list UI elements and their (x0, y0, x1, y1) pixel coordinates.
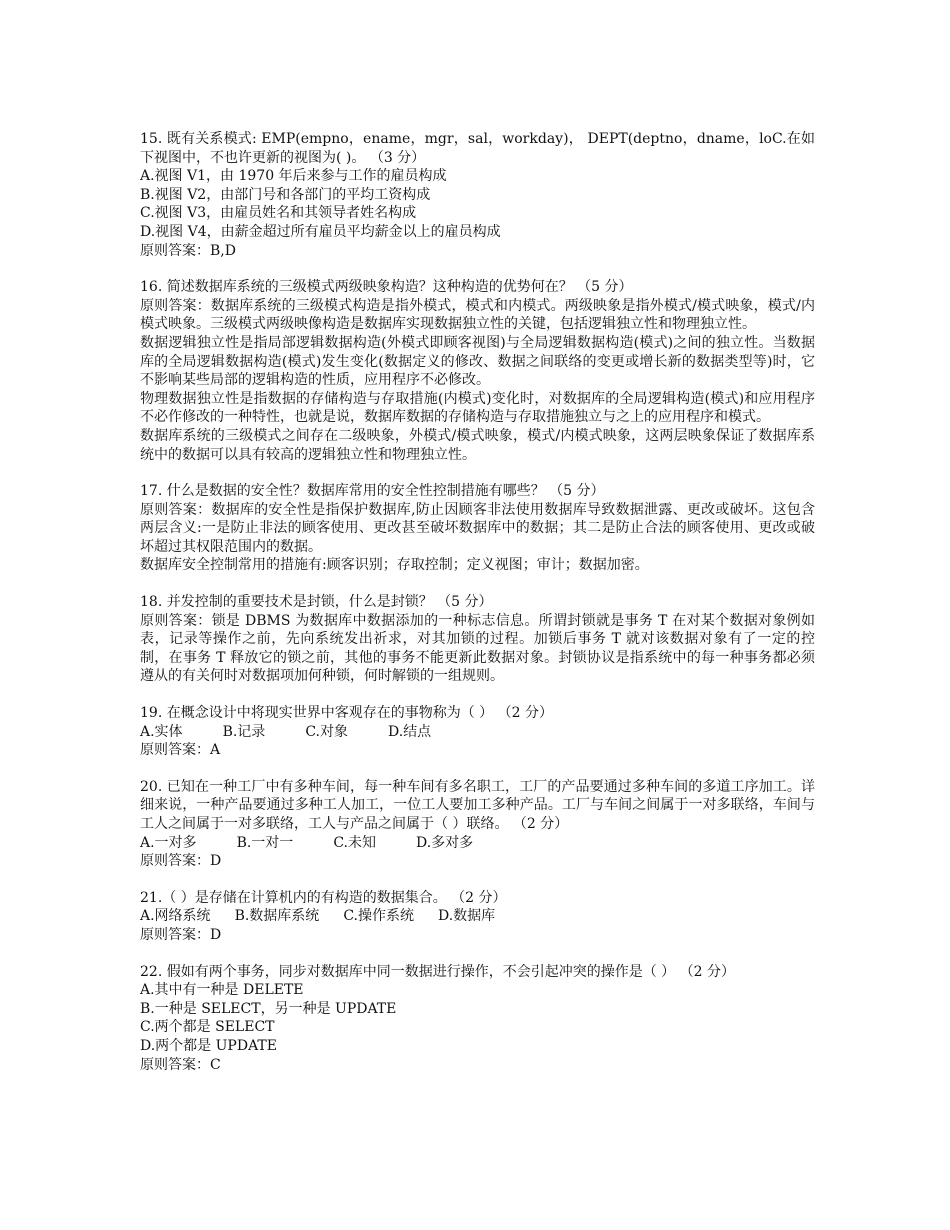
option-b: B.记录 (222, 723, 266, 740)
question-17 (140, 482, 815, 575)
standard-answer: 原则答案：A (140, 742, 221, 759)
question-stem: 20. 已知在一种工厂中有多种车间，每一种车间有多名职工，工厂的产品要通过多种车间的多道工序加工。详细来说，一种产品要通过多种工人加工，一位工人要加工多种产品。工厂与车间之间属于一对多联络，车间与工人之间属于一对多联络，工人与产品之间属于（ ）联络。 （2 分） (140, 778, 815, 832)
option-a: A.实体 (140, 723, 183, 740)
answer-paragraph: 数据库安全控制常用的措施有:顾客识别；存取控制；定义视图；审计；数据加密。 (140, 557, 649, 574)
option-a: A.其中有一种是 DELETE (140, 982, 304, 999)
standard-answer: 原则答案：D (140, 853, 222, 870)
answer-paragraph: 数据逻辑独立性是指局部逻辑数据构造(外模式即顾客视图)与全局逻辑数据构造(模式)之间的独立性。当数据库的全局逻辑数据构造(模式)发生变化(数据定义的修改、数据之间联络的变更或增长新的数据类型等)时，它不影响某些局部的逻辑构造的性质，应用程序不必修改。 (140, 334, 815, 389)
question-20 (140, 778, 815, 871)
option-b: B.视图 V2，由部门号和各部门的平均工资构成 (140, 186, 431, 203)
option-d: D.两个都是 UPDATE (140, 1037, 277, 1054)
option-c: C.视图 V3，由雇员姓名和其领导者姓名构成 (140, 205, 417, 222)
option-a: A.视图 V1，由 1970 年后来参与工作的雇员构成 (140, 168, 447, 185)
question-stem: 15. 既有关系模式: EMP(empno，ename，mgr，sal，workday)， DEPT(deptno，dname，loC.在如下视图中，不也许更新的视图为( )。 （3 分） (140, 131, 815, 166)
question-19 (140, 704, 815, 760)
answer-paragraph: 原则答案：数据库的安全性是指保护数据库,防止因顾客非法使用数据库导致数据泄露、更改或破坏。这包含两层含义:一是防止非法的顾客使用、更改甚至破坏数据库中的数据；其二是防止合法的顾客使用、更改或破坏超过其权限范围内的数据。 (140, 501, 815, 555)
document-page (140, 130, 815, 1092)
answer-paragraph: 原则答案：数据库系统的三级模式构造是指外模式，模式和内模式。两级映象是指外模式/模式映象，模式/内模式映象。三级模式两级映像构造是数据库实现数据独立性的关键，包括逻辑独立性和物理独立性。 (140, 297, 815, 333)
question-15 (140, 130, 815, 260)
option-a: A.一对多 (140, 834, 197, 851)
option-c: C.操作系统 (343, 908, 414, 925)
option-d: D.视图 V4，由薪金超过所有雇员平均薪金以上的雇员构成 (140, 223, 501, 240)
question-21 (140, 889, 815, 945)
option-d: D.多对多 (415, 834, 474, 851)
question-stem: 16. 简述数据库系统的三级模式两级映象构造？这种构造的优势何在？ （5 分） (140, 279, 633, 296)
option-c: C.对象 (305, 723, 348, 740)
options-row (140, 834, 815, 853)
option-d: D.数据库 (437, 908, 496, 925)
question-18 (140, 593, 815, 686)
option-b: B.一对一 (236, 834, 294, 851)
question-stem: 21.（ ）是存储在计算机内的有构造的数据集合。 （2 分） (140, 889, 507, 906)
question-stem: 17. 什么是数据的安全性？数据库常用的安全性控制措施有哪些？ （5 分） (140, 483, 605, 500)
options-row (140, 907, 815, 926)
answer-paragraph: 物理数据独立性是指数据的存储构造与存取措施(内模式)变化时，对数据库的全局逻辑构造(模式)和应用程序不必作修改的一种特性，也就是说，数据库数据的存储构造与存取措施独立与之上的应用程序和模式。 (140, 390, 815, 426)
question-22 (140, 963, 815, 1075)
standard-answer: 原则答案：C (140, 1056, 221, 1073)
answer-paragraph: 数据库系统的三级模式之间存在二级映象，外模式/模式映象，模式/内模式映象，这两层映象保证了数据库系统中的数据可以具有较高的逻辑独立性和物理独立性。 (140, 427, 815, 463)
standard-answer: 原则答案：B,D (140, 242, 236, 259)
option-b: B.一种是 SELECT，另一种是 UPDATE (140, 1000, 397, 1017)
option-a: A.网络系统 (140, 908, 211, 925)
options-row (140, 723, 815, 742)
option-c: C.未知 (333, 834, 376, 851)
standard-answer: 原则答案：D (140, 926, 222, 943)
question-16 (140, 278, 815, 464)
option-c: C.两个都是 SELECT (140, 1019, 275, 1036)
question-stem: 18. 并发控制的重要技术是封锁，什么是封锁？ （5 分） (140, 594, 493, 611)
answer-paragraph: 原则答案：锁是 DBMS 为数据库中数据添加的一种标志信息。所谓封锁就是事务 T 在对某个数据对象例如表，记录等操作之前，先向系统发出祈求，对其加锁的过程。加锁后事务 T 就对该数据对象有了一定的控制，在事务 T 释放它的锁之前，其他的事务不能更新此数据对象。封锁协议是指系统中的每一种事务都必须遵从的有关何时对数据项加何种锁，何时解锁的一组规则。 (140, 612, 815, 685)
question-stem: 19. 在概念设计中将现实世界中客观存在的事物称为（ ） （2 分） (140, 705, 553, 722)
option-b: B.数据库系统 (234, 908, 320, 925)
option-d: D.结点 (387, 723, 432, 740)
question-stem: 22. 假如有两个事务，同步对数据库中同一数据进行操作，不会引起冲突的操作是（ ） （2 分） (140, 963, 735, 980)
